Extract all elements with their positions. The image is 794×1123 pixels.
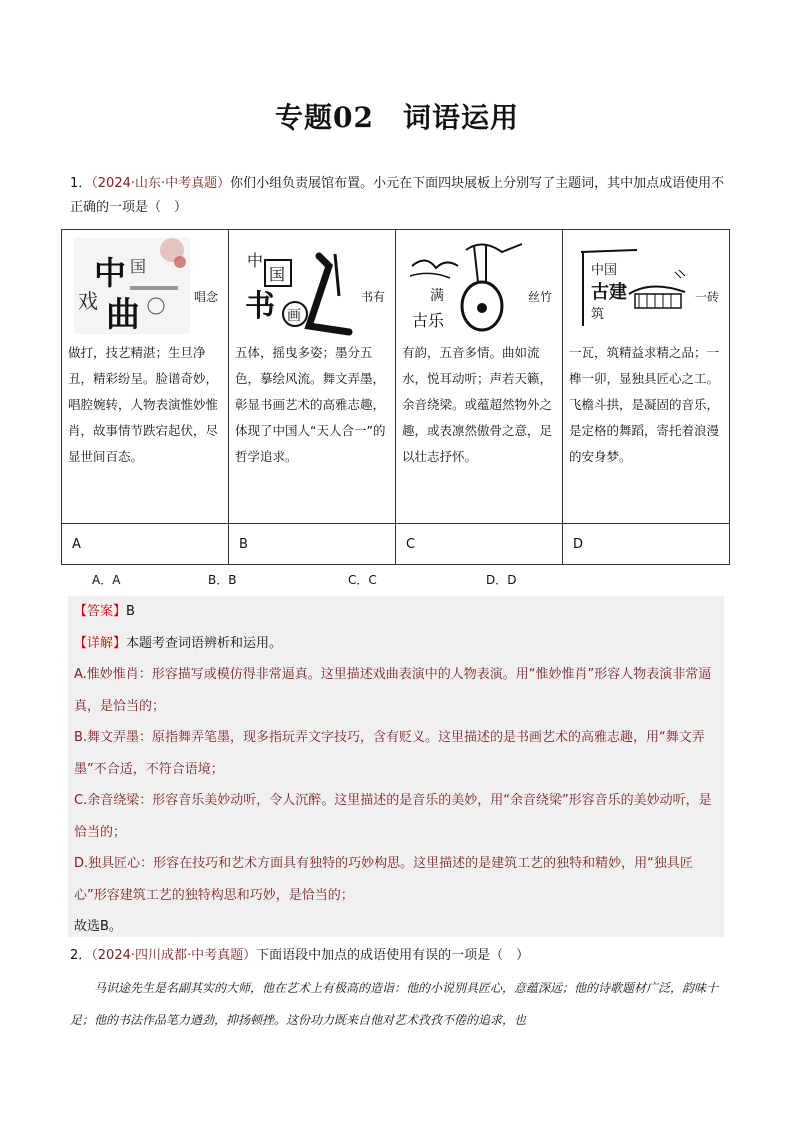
detail-line xyxy=(68,628,724,660)
svg-text:中: 中 xyxy=(94,254,127,292)
answer-label: 【答案】 xyxy=(74,604,127,619)
question-2-passage: 马识途先生是名副其实的大师，他在艺术上有极高的造诣：他的小说别具匠心，意蕴深远；他的诗歌题材广泛，韵味十足；他的书法作品笔力遒劲，抑扬顿挫。这份功力既来自他对艺术孜孜不倦的追求，也 xyxy=(70,981,719,1027)
svg-text:画: 画 xyxy=(287,308,301,324)
svg-text:戏: 戏 xyxy=(78,289,98,313)
panel-d xyxy=(563,230,730,524)
question-2-stem xyxy=(70,944,730,968)
panel-image-label: 唱念 xyxy=(193,290,218,304)
panel-a xyxy=(62,230,229,524)
question-1-stem xyxy=(70,172,730,220)
svg-text:书: 书 xyxy=(245,289,275,324)
answer-line xyxy=(68,596,724,628)
svg-text:国: 国 xyxy=(269,265,286,284)
panel-c xyxy=(396,230,563,524)
panel-b xyxy=(229,230,396,524)
panel-image-label: 丝竹 xyxy=(527,290,552,304)
svg-text:国: 国 xyxy=(130,257,147,276)
analysis-c: C.余音绕梁：形容音乐美妙动听，令人沉醉。这里描述的是音乐的美妙，用“余音绕梁”形容音乐的美妙动听，是恰当的； xyxy=(74,793,712,840)
panel-text: 做打，技艺精湛；生旦净丑，精彩纷呈。脸谱奇妙，唱腔婉转，人物表演惟妙惟肖，故事情节跌宕起伏，尽显世间百态。 xyxy=(68,345,219,464)
panel-letter-d: D xyxy=(563,524,730,565)
panel-text: 五体，摇曳多姿；墨分五色，摹绘风流。舞文弄墨，彰显书画艺术的高雅志趣，体现了中国人“天人合一”的哲学追求。 xyxy=(235,345,386,464)
panel-text: 有韵，五音多情。曲如流水，悦耳动听；声若天籁，余音绕梁。或蕴超然物外之趣，或表凛然傲骨之意，足以壮志抒怀。 xyxy=(402,345,553,464)
conclusion: 故选B。 xyxy=(74,919,122,934)
calligraphy-icon xyxy=(239,236,359,336)
detail-intro: 本题考查词语辨析和运用。 xyxy=(126,635,283,651)
panel-image-label: 书有 xyxy=(360,290,385,304)
architecture-icon xyxy=(573,236,693,336)
choice-d[interactable]: D．D xyxy=(486,573,517,587)
svg-text:中国: 中国 xyxy=(591,263,618,278)
question-text: 你们小组负责展馆布置。小元在下面四块展板上分别写了主题词，其中加点成语使用不正确的一项是（ ） xyxy=(70,176,725,215)
svg-text:筑: 筑 xyxy=(591,307,605,322)
analysis-a: A.惟妙惟肖：形容描写或模仿得非常逼真。这里描述戏曲表演中的人物表演。用“惟妙惟肖”形容人物表演非常逼真，是恰当的； xyxy=(74,667,712,714)
svg-text:古乐: 古乐 xyxy=(412,311,445,330)
choice-a[interactable]: A．A xyxy=(92,573,121,587)
question-source: （2024·四川成都·中考真题） xyxy=(91,948,257,963)
question-number: 2． xyxy=(70,948,92,963)
pipa-music-icon xyxy=(406,236,526,336)
page-title: 专题02 词语运用 xyxy=(275,101,519,134)
panel-text: 一瓦，筑精益求精之品；一榫一卯，显独具匠心之工。飞檐斗拱，是凝固的音乐，是定格的舞蹈，寄托着浪漫的安身梦。 xyxy=(569,345,720,464)
choice-b[interactable]: B．B xyxy=(208,573,237,587)
analysis-d: D.独具匠心：形容在技巧和艺术方面具有独特的巧妙构思。这里描述的是建筑工艺的独特和精妙，用“独具匠心”形容建筑工艺的独特构思和巧妙，是恰当的； xyxy=(74,856,693,903)
exhibition-panels-table xyxy=(61,229,730,565)
panel-letter-a: A xyxy=(62,524,229,565)
answer-value: B xyxy=(126,604,135,619)
panel-letter-c: C xyxy=(396,524,563,565)
panel-letter-b: B xyxy=(229,524,396,565)
svg-text:中: 中 xyxy=(247,251,264,270)
question-source: （2024·山东·中考真题） xyxy=(91,176,231,191)
opera-poster-icon xyxy=(72,236,192,336)
svg-text:古建: 古建 xyxy=(591,282,627,303)
svg-text:曲: 曲 xyxy=(106,295,140,335)
panel-image-label: 一砖 xyxy=(694,290,719,304)
answer-explanation-box xyxy=(68,596,724,937)
choice-c[interactable]: C．C xyxy=(348,573,377,587)
question-text: 下面语段中加点的成语使用有误的一项是（ ） xyxy=(256,948,530,963)
question-number: 1． xyxy=(70,176,92,191)
svg-text:满: 满 xyxy=(430,288,444,304)
answer-choices xyxy=(92,571,692,591)
analysis-b: B.舞文弄墨：原指舞弄笔墨，现多指玩弄文字技巧，含有贬义。这里描述的是书画艺术的高雅志趣，用“舞文弄墨”不合适，不符合语境； xyxy=(74,730,705,777)
detail-label: 【详解】 xyxy=(74,635,127,651)
